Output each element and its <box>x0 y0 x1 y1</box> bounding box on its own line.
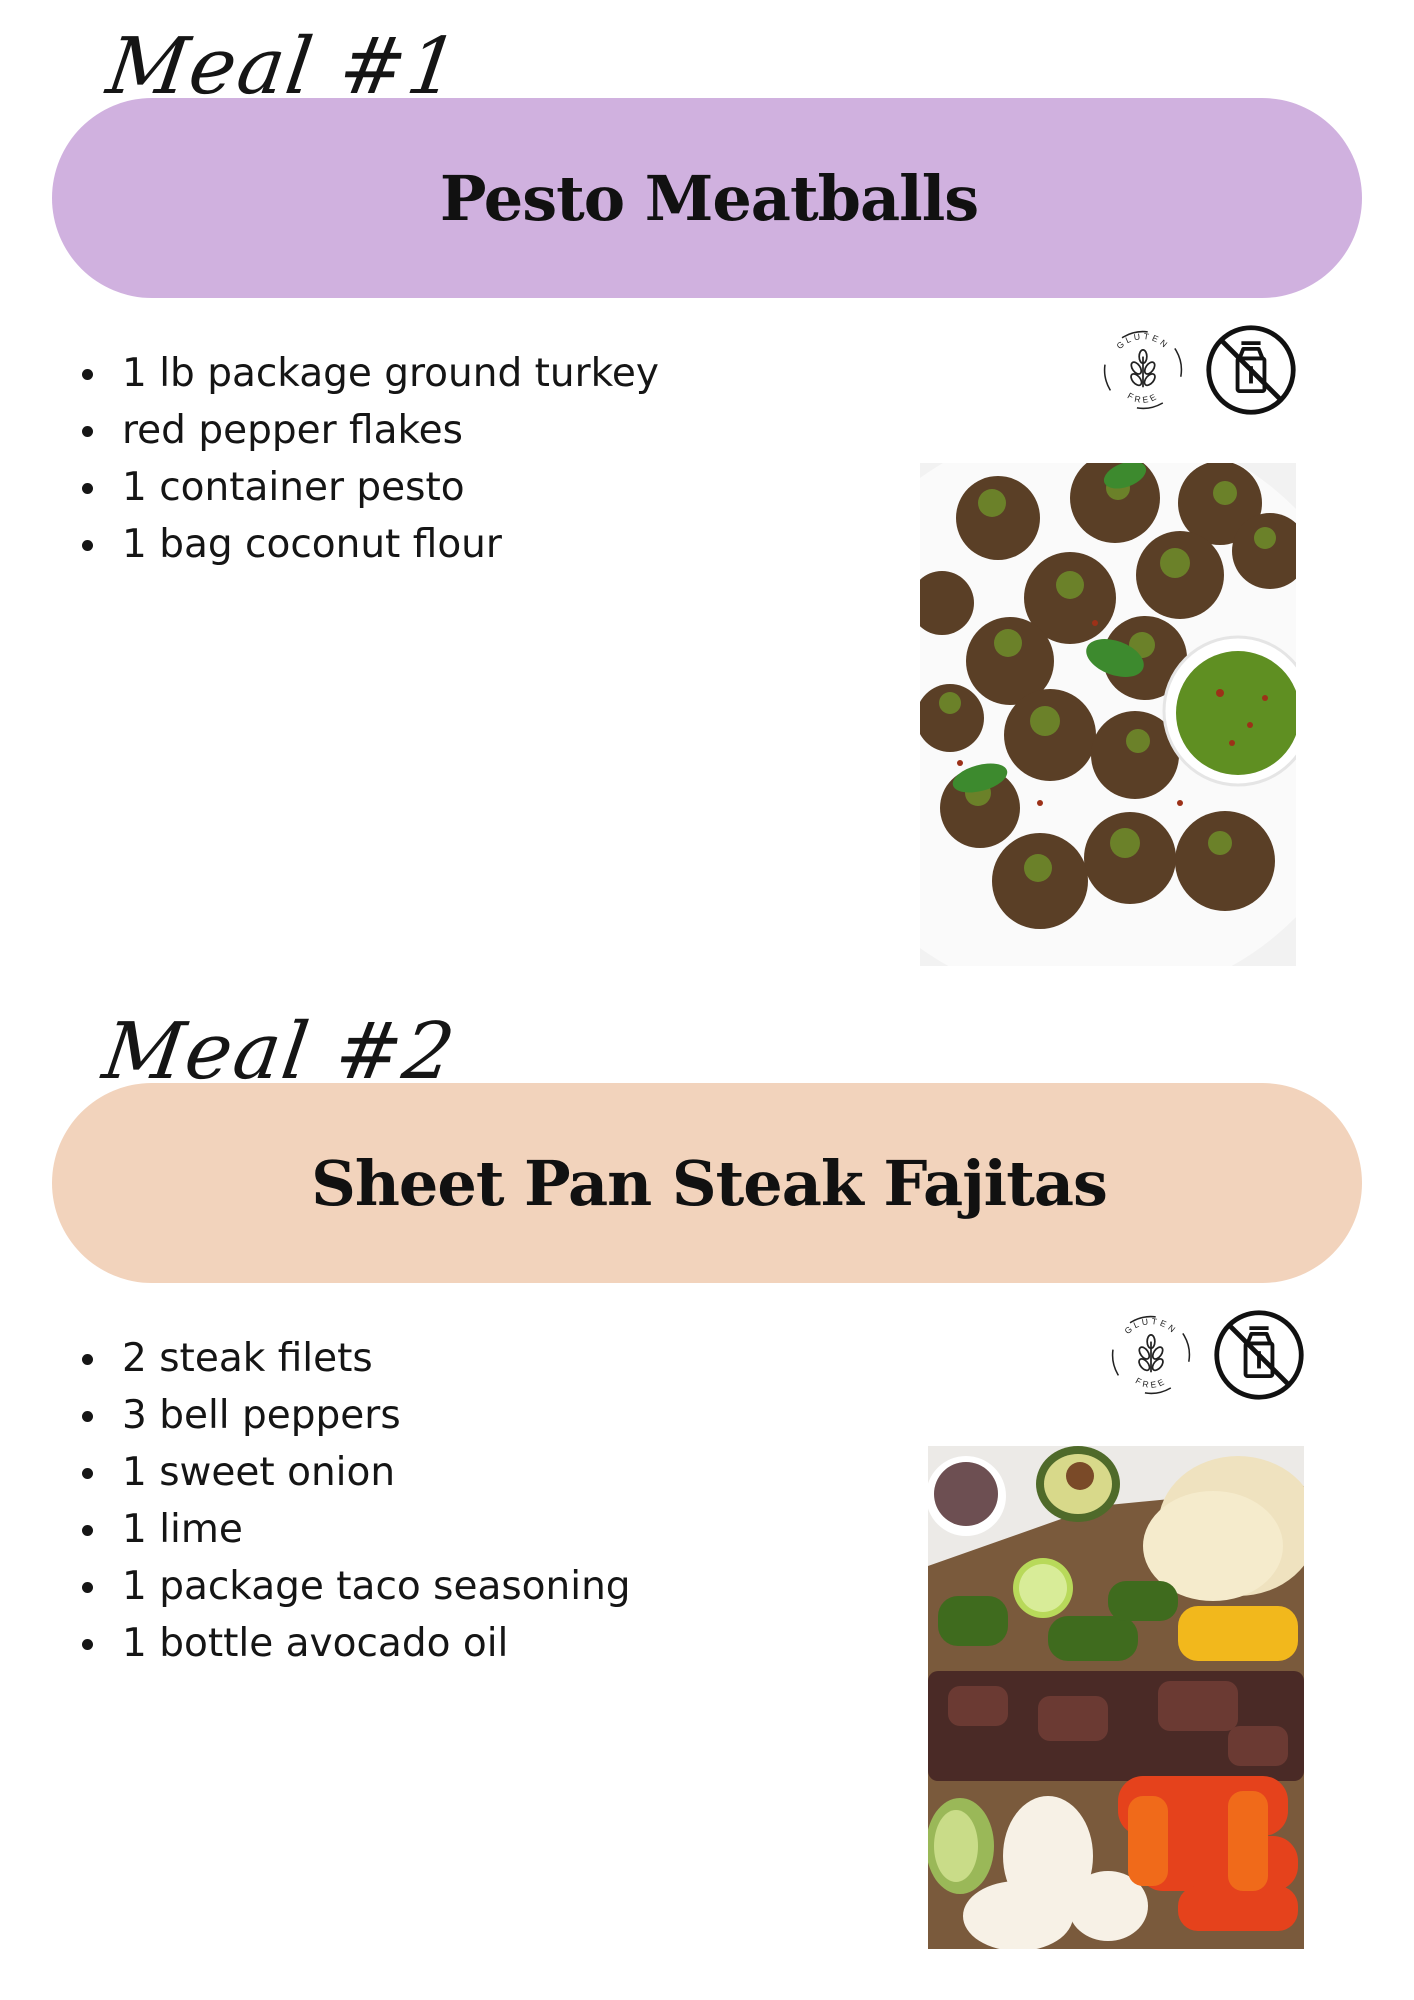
ingredient-item: 1 lime <box>80 1501 631 1558</box>
svg-text:GLUTEN: GLUTEN <box>1114 331 1172 352</box>
ingredient-list <box>80 1330 631 1672</box>
meal-number-label: Meal #2 <box>97 1007 462 1097</box>
ingredient-item: 1 package taco seasoning <box>80 1558 631 1615</box>
svg-text:FREE: FREE <box>1125 390 1161 405</box>
steak-fajitas-photo <box>928 1446 1304 1949</box>
pesto-meatballs-photo <box>920 463 1296 966</box>
ingredient-item: red pepper flakes <box>80 402 659 459</box>
ingredient-item: 1 bottle avocado oil <box>80 1615 631 1672</box>
ingredient-item: 1 bag coconut flour <box>80 516 659 573</box>
meal-number-label: Meal #1 <box>101 22 466 112</box>
ingredient-item: 2 steak filets <box>80 1330 631 1387</box>
meal-title-banner <box>52 98 1362 298</box>
svg-text:GLUTEN: GLUTEN <box>1122 1316 1180 1337</box>
gluten-free-icon <box>1095 322 1191 418</box>
no-milk-carton-icon <box>1211 1307 1307 1403</box>
diet-badges <box>1103 1307 1313 1407</box>
meal-title-banner <box>52 1083 1362 1283</box>
ingredient-list <box>80 345 659 573</box>
meal-title: Pesto Meatballs <box>439 161 979 235</box>
ingredient-item: 1 container pesto <box>80 459 659 516</box>
meal-title: Sheet Pan Steak Fajitas <box>311 1146 1107 1220</box>
ingredient-item: 1 sweet onion <box>80 1444 631 1501</box>
diet-badges <box>1095 322 1305 422</box>
ingredient-item: 1 lb package ground turkey <box>80 345 659 402</box>
gluten-free-icon <box>1103 1307 1199 1403</box>
svg-text:FREE: FREE <box>1133 1375 1169 1390</box>
ingredient-item: 3 bell peppers <box>80 1387 631 1444</box>
no-milk-carton-icon <box>1203 322 1299 418</box>
